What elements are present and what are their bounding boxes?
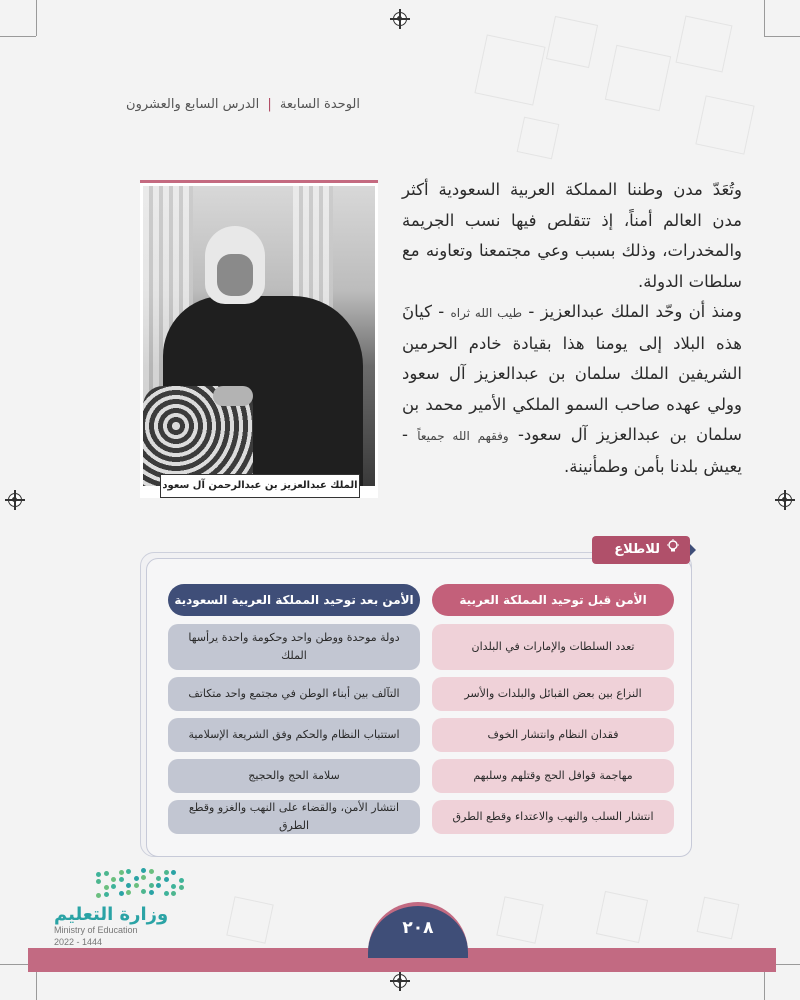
background-pattern xyxy=(605,45,671,111)
background-pattern xyxy=(596,891,648,943)
page-number-tab xyxy=(368,902,468,958)
king-abdulaziz-photo xyxy=(143,186,375,486)
page-number: ٢٠٨ xyxy=(402,918,434,938)
after-item: دولة موحدة ووطن واحد وحكومة واحدة يرأسها الملك xyxy=(168,624,420,670)
lesson-title: الدرس السابع والعشرون xyxy=(126,97,260,112)
ministry-name-arabic: وزارة التعليم xyxy=(54,904,169,925)
honorific-1: طيب الله ثراه xyxy=(450,306,523,320)
running-header xyxy=(126,97,360,112)
background-pattern xyxy=(695,95,754,154)
paragraph-2-start: ومنذ أن وحّد الملك عبدالعزيز - xyxy=(522,302,742,321)
photo-caption: الملك عبدالعزيز بن عبدالرحمن آل سعود xyxy=(160,474,360,498)
tag-label: للاطلاع xyxy=(614,542,660,557)
registration-mark-icon xyxy=(778,493,792,507)
crop-mark xyxy=(0,36,36,37)
background-pattern xyxy=(517,117,560,160)
after-unification-header: الأمن بعد توحيد المملكة العربية السعودية xyxy=(168,584,420,616)
before-item: النزاع بين بعض القبائل والبلدات والأسر xyxy=(432,677,674,711)
before-item: مهاجمة قوافل الحج وقتلهم وسلبهم xyxy=(432,759,674,793)
background-pattern xyxy=(697,897,740,940)
before-unification-header: الأمن قبل توحيد المملكة العربية xyxy=(432,584,674,616)
background-pattern xyxy=(474,34,545,105)
paragraph-1 xyxy=(402,175,742,297)
background-pattern xyxy=(496,896,543,943)
ministry-name-english: Ministry of Education xyxy=(54,925,138,935)
before-item: تعدد السلطات والإمارات في البلدان xyxy=(432,624,674,670)
before-item: انتشار السلب والنهب والاعتداء وقطع الطرق xyxy=(432,800,674,834)
lightbulb-icon xyxy=(666,536,680,564)
after-item: سلامة الحج والحجيج xyxy=(168,759,420,793)
crop-mark xyxy=(36,0,37,36)
ministry-logo-icon xyxy=(96,868,186,898)
registration-mark-icon xyxy=(393,12,407,26)
header-separator: | xyxy=(267,97,272,112)
paragraph-2-middle: - كيانَ هذه البلاد إلى يومنا هذا بقيادة خادم الحرمين الشريفين الملك سلمان بن عبدالعزيز آل سعود وولي عهده صاحب السمو الملكي الأمير محمد بن سلمان بن عبدالعزيز آل سعود- xyxy=(402,302,742,444)
before-item: فقدان النظام وانتشار الخوف xyxy=(432,718,674,752)
paragraph-2-end: - يعيش بلدنا بأمن وطمأنينة. xyxy=(402,425,742,476)
registration-mark-icon xyxy=(393,974,407,988)
after-item: انتشار الأمن، والقضاء على النهب والغزو وقطع الطرق xyxy=(168,800,420,834)
background-pattern xyxy=(546,16,598,68)
crop-mark xyxy=(764,36,800,37)
after-item: استتباب النظام والحكم وفق الشريعة الإسلامية xyxy=(168,718,420,752)
unit-title: الوحدة السابعة xyxy=(279,97,360,112)
background-pattern xyxy=(226,896,273,943)
after-item: التآلف بين أبناء الوطن في مجتمع واحد متكاتف xyxy=(168,677,420,711)
background-pattern xyxy=(676,16,733,73)
paragraph-2 xyxy=(402,297,742,482)
registration-mark-icon xyxy=(8,493,22,507)
crop-mark xyxy=(764,0,765,36)
honorific-2: وفقهم الله جميعاً xyxy=(417,429,509,443)
paragraph-1-text: وتُعَدّ مدن وطننا المملكة العربية السعودية أكثر مدن العالم أمناً، إذ تتقلص فيها نسب الجريمة والمخدرات، وذلك بسبب وعي مجتمعنا وتعاونه مع سلطات الدولة. xyxy=(402,180,742,291)
edition-year: 2022 - 1444 xyxy=(54,937,103,947)
info-tag xyxy=(592,536,690,564)
